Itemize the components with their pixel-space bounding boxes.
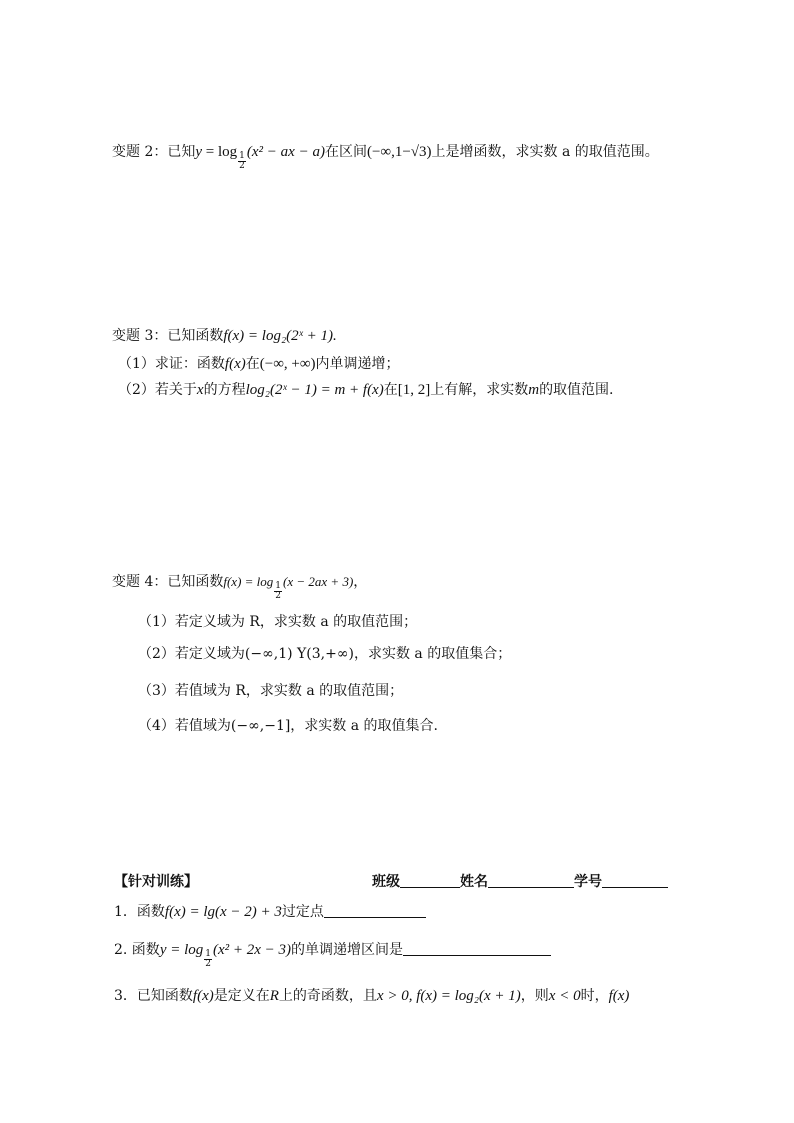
- variant-4-def-arg: (x − 2ax + 3): [283, 574, 354, 589]
- variant-2-label: 变题 2：已知: [112, 144, 196, 160]
- question-1-text-a: 1．函数: [114, 904, 165, 920]
- variant-3-part-2-m: m: [528, 382, 540, 398]
- variant-2-arg: (x² − ax − a): [246, 144, 325, 160]
- question-3-condition: x > 0, f(x) = log₂(x + 1): [376, 988, 521, 1004]
- variant-2-line: [112, 142, 659, 171]
- variant-4-item-4-text: （4）若值域为(−∞,−1]，求实数 a 的取值集合.: [138, 718, 439, 734]
- variant-2-interval: (−∞,1−√3): [366, 144, 432, 160]
- training-heading-text: 【针对训练】: [114, 874, 198, 890]
- question-2-text-a: 2. 函数: [114, 942, 160, 958]
- variant-4-item-2-text: （2）若定义域为(−∞,1) Y(3,+∞)，求实数 a 的取值集合；: [138, 646, 512, 662]
- variant-4-item: [138, 716, 438, 736]
- variant-3-label: 变题 3：已知函数: [112, 328, 224, 344]
- variant-3-part-1-interval: (−∞, +∞): [259, 356, 316, 372]
- variant-3-part-2-text-d: 上有解，求实数: [430, 382, 529, 398]
- question-2-answer-blank[interactable]: [403, 941, 551, 956]
- name-label: 姓名: [460, 874, 488, 890]
- class-label: 班级: [372, 874, 400, 890]
- log-base-fraction: $\frac{1}{2}$: [205, 949, 211, 969]
- variant-4-label: 变题 4：已知函数: [112, 574, 224, 590]
- log-base-fraction: $\frac{1}{2}$: [239, 151, 245, 171]
- question-3-text-d: ，则: [520, 988, 549, 1004]
- variant-3-part-2-text-c: 在: [383, 382, 398, 398]
- question-3-R: R: [269, 988, 279, 1004]
- question-3-text-e: 时，: [580, 988, 609, 1004]
- variant-3-part-1-f: f(x): [224, 356, 246, 372]
- question-2-expression-pre: y = log: [159, 942, 204, 958]
- training-heading: [114, 872, 198, 892]
- variant-4-item-1-text: （1）若定义域为 R，求实数 a 的取值范围；: [138, 614, 418, 630]
- variant-3-part-1: [118, 354, 400, 374]
- variant-2-log: = log: [202, 144, 238, 160]
- question-1: [114, 902, 426, 922]
- variant-3-part-2-text-e: 的取值范围.: [539, 382, 614, 398]
- question-3-text-a: 3．已知函数: [114, 988, 193, 1004]
- class-blank[interactable]: [400, 873, 460, 888]
- variant-4-def-pre: f(x) = log: [223, 574, 274, 589]
- question-2-expression-arg: (x² + 2x − 3): [213, 942, 292, 958]
- variant-4-item-3-text: （3）若值域为 R，求实数 a 的取值范围；: [138, 683, 404, 699]
- question-3: [114, 986, 629, 1006]
- variant-2-mid: 在区间: [324, 144, 367, 160]
- variant-4-item: [138, 612, 417, 632]
- variant-4-line: [112, 572, 367, 601]
- name-blank[interactable]: [488, 873, 574, 888]
- variant-3-def: f(x) = log₂(2ˣ + 1).: [223, 328, 337, 344]
- variant-4-def-post: ，: [353, 574, 368, 590]
- question-3-text-b: 是定义在: [213, 988, 270, 1004]
- question-3-f: f(x): [192, 988, 214, 1004]
- question-1-answer-blank[interactable]: [324, 903, 426, 918]
- question-1-expression: f(x) = lg(x − 2) + 3: [164, 904, 282, 920]
- variant-3-part-1-text-c: 内单调递增；: [315, 356, 400, 372]
- variant-2-y: y: [195, 144, 203, 160]
- variant-3-part-2-x: x: [196, 382, 204, 398]
- variant-4-item: [138, 681, 403, 701]
- question-2-text-b: 的单调递增区间是: [291, 942, 404, 958]
- variant-4-item: [138, 644, 511, 664]
- question-3-condition-2: x < 0: [548, 988, 581, 1004]
- variant-3-part-2-text-b: 的方程: [203, 382, 246, 398]
- student-info-row: [372, 872, 668, 892]
- variant-3-line: [112, 326, 337, 346]
- question-1-text-b: 过定点: [281, 904, 324, 920]
- variant-2-tail: 上是增函数，求实数 a 的取值范围。: [431, 144, 659, 160]
- question-2: [114, 940, 551, 969]
- id-label: 学号: [574, 874, 602, 890]
- question-3-f-2: f(x): [608, 988, 630, 1004]
- variant-3-part-2: [118, 380, 614, 400]
- variant-3-part-1-text-b: 在: [245, 356, 260, 372]
- question-3-text-c: 上的奇函数，且: [278, 988, 377, 1004]
- log-base-fraction: $\frac{1}{2}$: [275, 581, 282, 601]
- variant-3-part-2-text-a: （2）若关于: [118, 382, 197, 398]
- variant-3-part-2-interval: [1, 2]: [397, 382, 431, 398]
- variant-3-part-1-text-a: （1）求证：函数: [118, 356, 225, 372]
- variant-3-part-2-equation: log₂(2ˣ − 1) = m + f(x): [245, 382, 384, 398]
- id-blank[interactable]: [602, 873, 668, 888]
